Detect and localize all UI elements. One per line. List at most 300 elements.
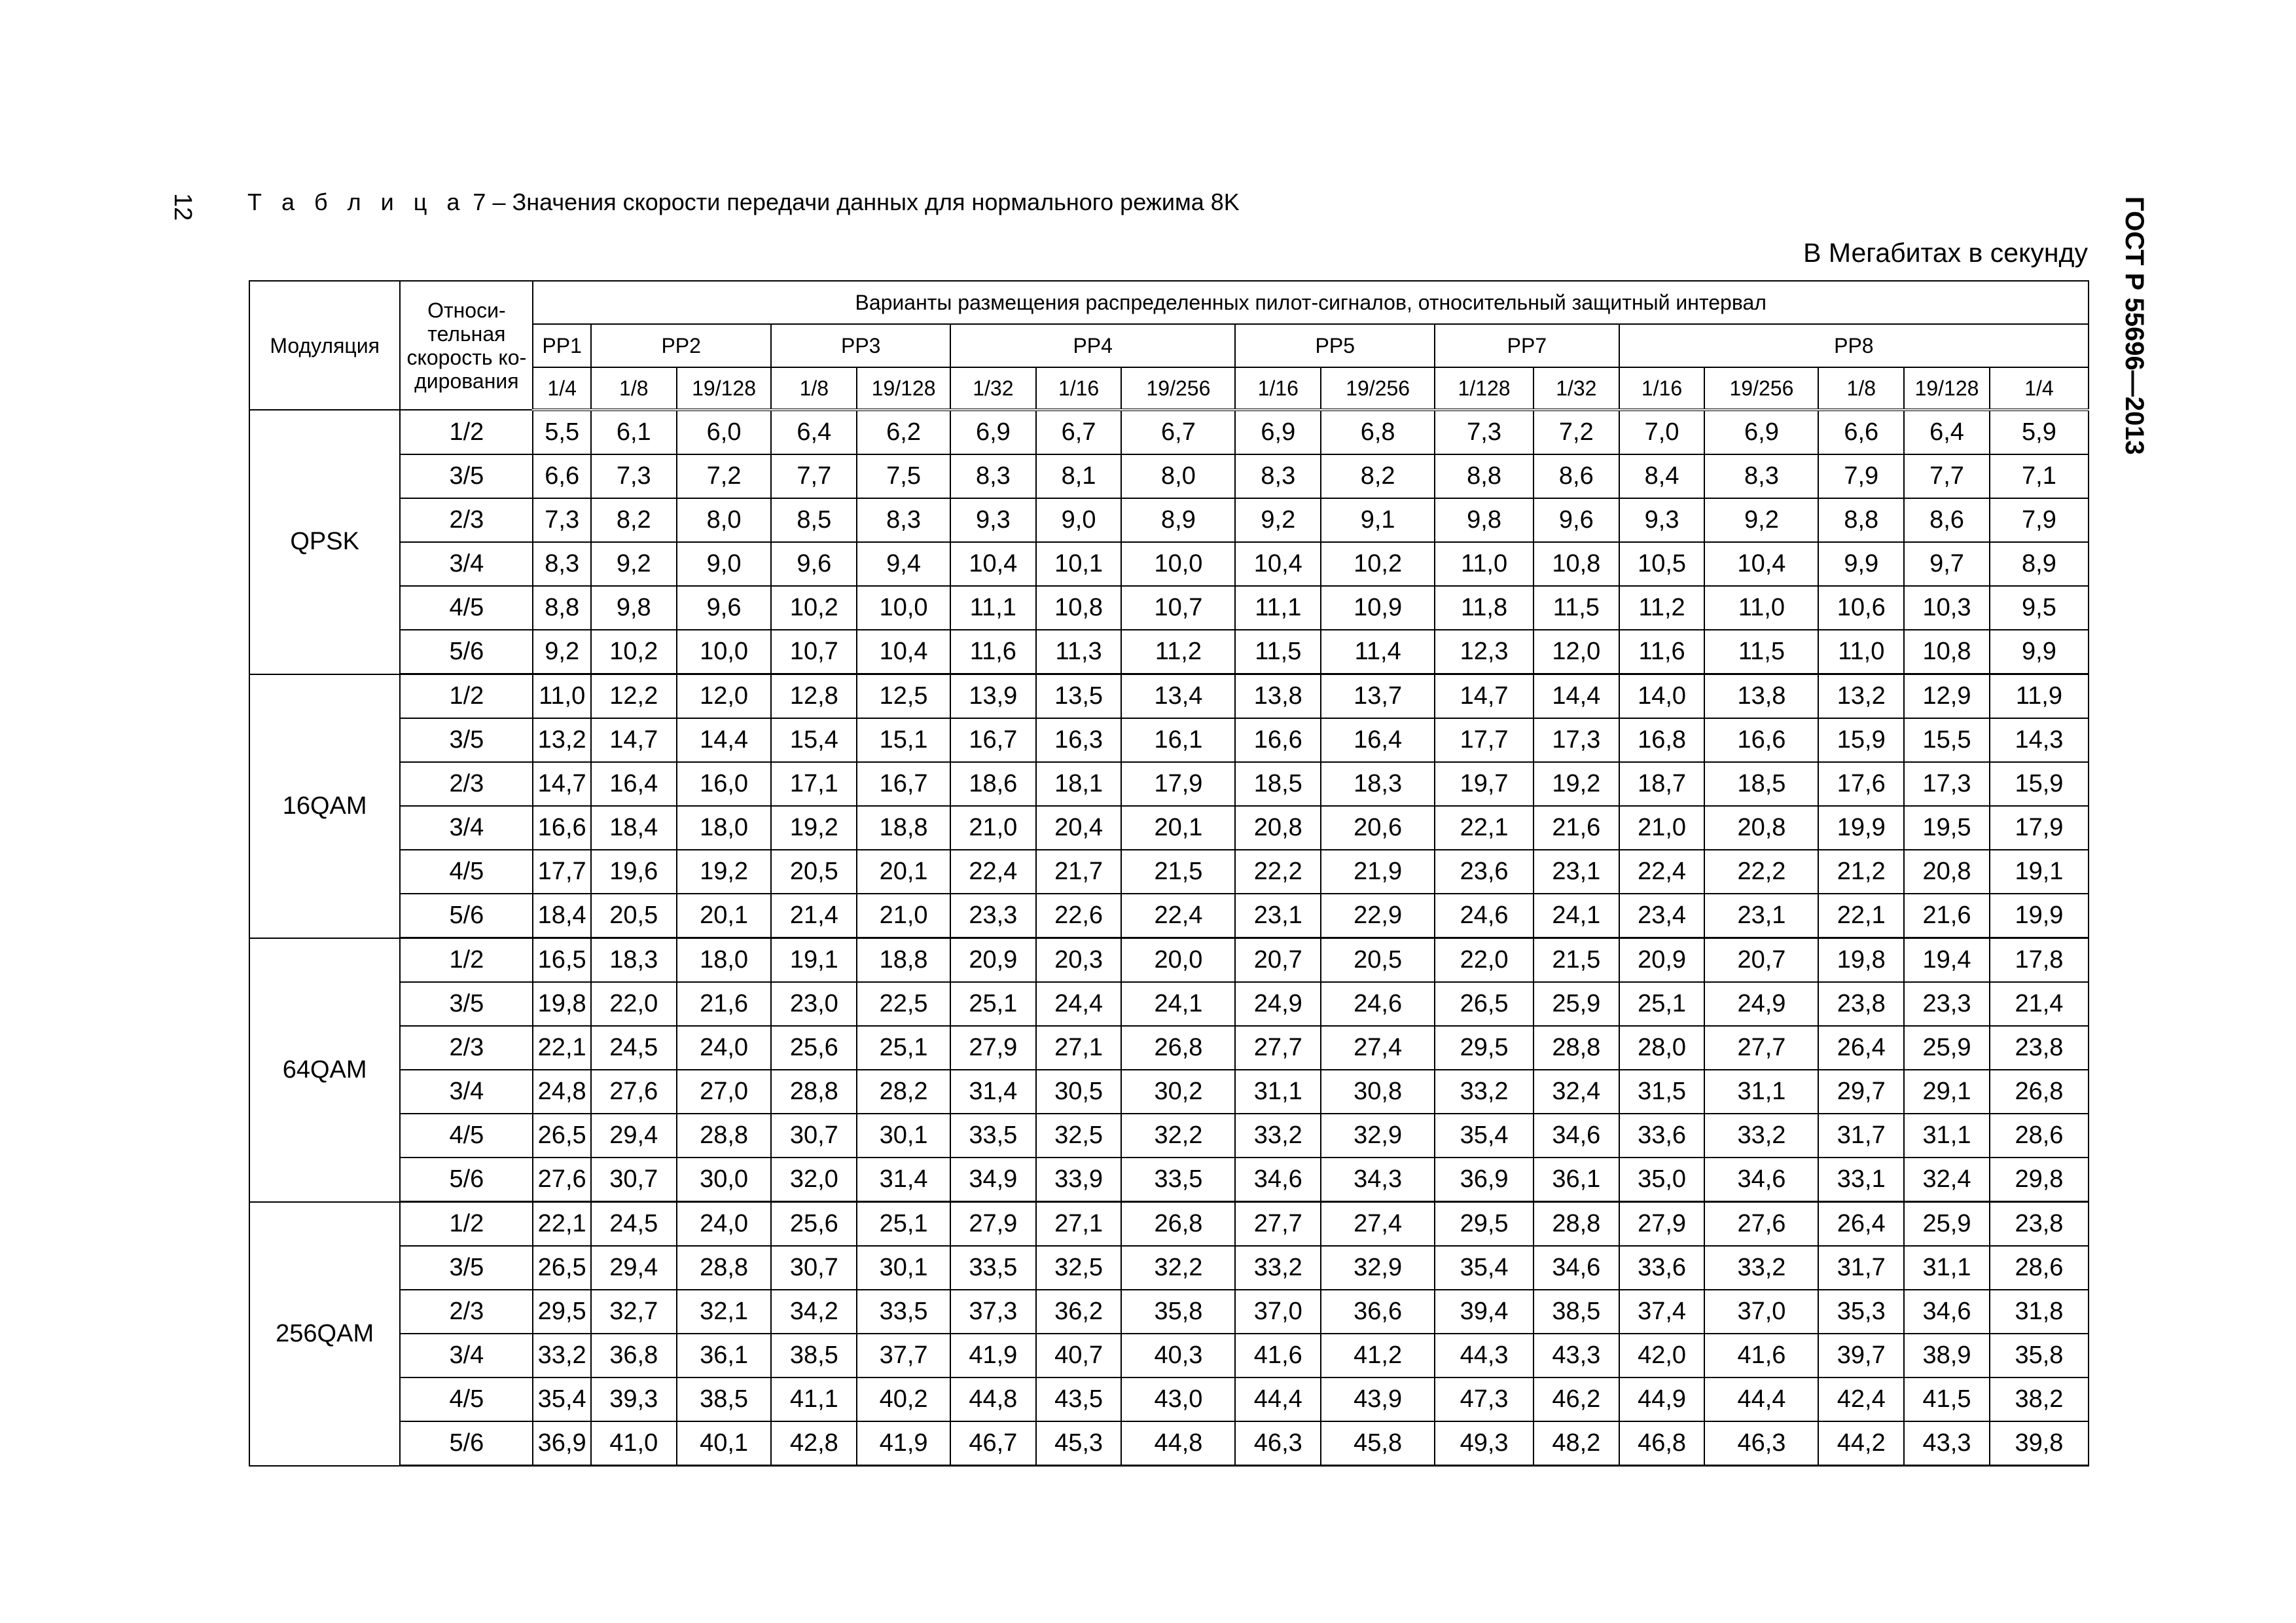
header-guard-interval: 19/128 [677,367,772,410]
data-rate-cell: 19,7 [1435,762,1534,806]
table-row [249,1377,2089,1421]
data-rate-cell: 7,3 [1435,410,1534,454]
header-guard-interval: 1/32 [950,367,1036,410]
data-rate-cell: 7,1 [1990,454,2089,498]
data-rate-cell: 33,2 [1435,1070,1534,1114]
header-pilot-pattern: PP4 [950,324,1235,367]
header-guard-interval: 19/128 [1904,367,1990,410]
data-rate-cell: 34,9 [950,1158,1036,1202]
table-row [249,542,2089,586]
data-rate-cell: 16,4 [1321,718,1435,762]
data-rate-cell: 24,6 [1321,982,1435,1026]
modulation-cell: 16QAM [249,674,400,938]
data-rate-cell: 22,1 [533,1202,590,1247]
data-rate-cell: 20,9 [1619,938,1705,983]
data-rate-cell: 15,9 [1818,718,1904,762]
data-rate-cell: 39,3 [591,1377,677,1421]
data-rate-cell: 12,3 [1435,630,1534,674]
data-rate-cell: 20,5 [591,894,677,938]
data-rate-cell: 46,7 [950,1421,1036,1466]
data-rate-cell: 15,4 [771,718,857,762]
data-rate-cell: 19,8 [533,982,590,1026]
data-rate-cell: 35,8 [1990,1334,2089,1377]
data-rate-cell: 8,5 [771,498,857,542]
data-rate-cell: 8,6 [1534,454,1619,498]
data-rate-cell: 25,1 [857,1202,950,1247]
data-rate-cell: 6,2 [857,410,950,454]
data-rate-cell: 6,6 [533,454,590,498]
data-rate-cell: 18,6 [950,762,1036,806]
data-rate-cell: 9,2 [591,542,677,586]
code-rate-cell: 5/6 [400,894,533,938]
data-rate-cell: 11,0 [1704,586,1818,630]
code-rate-cell: 5/6 [400,1158,533,1202]
data-rate-cell: 22,1 [1818,894,1904,938]
table-row [249,1246,2089,1290]
data-rate-cell: 28,6 [1990,1246,2089,1290]
data-rate-cell: 33,5 [950,1246,1036,1290]
code-rate-cell: 2/3 [400,1026,533,1070]
data-rate-cell: 34,6 [1534,1114,1619,1158]
data-rate-cell: 16,7 [950,718,1036,762]
table-row [249,410,2089,454]
data-rate-cell: 24,8 [533,1070,590,1114]
data-rate-cell: 38,2 [1990,1377,2089,1421]
data-rate-cell: 36,6 [1321,1290,1435,1334]
code-rate-cell: 4/5 [400,850,533,894]
code-rate-cell: 3/5 [400,718,533,762]
data-rate-cell: 12,5 [857,674,950,719]
data-rate-cell: 8,0 [1121,454,1235,498]
data-rate-cell: 27,1 [1036,1026,1122,1070]
data-rate-cell: 13,4 [1121,674,1235,719]
code-rate-cell: 3/4 [400,542,533,586]
data-rate-cell: 16,6 [1235,718,1321,762]
data-rate-cell: 10,0 [677,630,772,674]
data-rate-cell: 30,7 [591,1158,677,1202]
data-rate-cell: 20,5 [771,850,857,894]
data-rate-cell: 20,1 [857,850,950,894]
header-pilot-variants: Варианты размещения распределенных пилот-сигналов, относительный защитный интервал [533,281,2089,324]
data-rate-cell: 33,6 [1619,1246,1705,1290]
data-rate-cell: 42,4 [1818,1377,1904,1421]
data-rate-cell: 29,1 [1904,1070,1990,1114]
data-rate-cell: 29,7 [1818,1070,1904,1114]
data-rate-cell: 34,6 [1235,1158,1321,1202]
data-rate-cell: 22,1 [1435,806,1534,850]
data-rate-cell: 18,8 [857,806,950,850]
table-row [249,586,2089,630]
data-rate-cell: 7,5 [857,454,950,498]
data-rate-cell: 12,8 [771,674,857,719]
code-rate-cell: 3/5 [400,1246,533,1290]
data-rate-cell: 13,8 [1704,674,1818,719]
data-rate-cell: 20,8 [1904,850,1990,894]
table-row [249,1070,2089,1114]
data-rate-cell: 27,7 [1704,1026,1818,1070]
data-rate-cell: 8,8 [1818,498,1904,542]
data-rate-cell: 18,8 [857,938,950,983]
data-rate-cell: 36,9 [533,1421,590,1466]
data-rate-cell: 40,7 [1036,1334,1122,1377]
data-rate-cell: 11,6 [950,630,1036,674]
data-rate-cell: 13,7 [1321,674,1435,719]
data-rate-cell: 35,0 [1619,1158,1705,1202]
data-rate-cell: 33,2 [1235,1114,1321,1158]
data-rate-cell: 22,2 [1704,850,1818,894]
data-rate-cell: 20,3 [1036,938,1122,983]
data-rate-cell: 20,0 [1121,938,1235,983]
data-rate-cell: 20,4 [1036,806,1122,850]
data-rate-cell: 6,7 [1036,410,1122,454]
header-guard-interval: 1/16 [1619,367,1705,410]
data-rate-cell: 32,5 [1036,1114,1122,1158]
data-rate-cell: 6,8 [1321,410,1435,454]
data-rate-cell: 32,5 [1036,1246,1122,1290]
data-rate-cell: 43,3 [1534,1334,1619,1377]
data-rate-cell: 10,4 [950,542,1036,586]
data-rate-cell: 18,5 [1704,762,1818,806]
table-row [249,498,2089,542]
data-rate-cell: 21,9 [1321,850,1435,894]
data-rate-cell: 23,8 [1818,982,1904,1026]
data-rate-cell: 14,7 [1435,674,1534,719]
table-row [249,806,2089,850]
data-rate-cell: 17,6 [1818,762,1904,806]
data-rate-cell: 32,2 [1121,1246,1235,1290]
data-rate-cell: 35,4 [533,1377,590,1421]
data-rate-cell: 12,2 [591,674,677,719]
data-rate-cell: 22,2 [1235,850,1321,894]
table-row [249,1114,2089,1158]
data-rate-cell: 8,2 [1321,454,1435,498]
code-rate-cell: 3/5 [400,454,533,498]
modulation-cell: 64QAM [249,938,400,1202]
data-rate-cell: 29,4 [591,1246,677,1290]
header-guard-interval: 1/128 [1435,367,1534,410]
data-rate-cell: 44,2 [1818,1421,1904,1466]
table-row [249,938,2089,983]
data-rate-cell: 20,5 [1321,938,1435,983]
data-rate-cell: 26,8 [1990,1070,2089,1114]
data-rate-cell: 20,6 [1321,806,1435,850]
data-rate-cell: 7,3 [591,454,677,498]
data-rate-cell: 12,0 [1534,630,1619,674]
data-rate-cell: 22,4 [1619,850,1705,894]
data-rate-cell: 32,0 [771,1158,857,1202]
data-rate-cell: 34,6 [1704,1158,1818,1202]
code-rate-cell: 1/2 [400,1202,533,1247]
data-rate-cell: 16,8 [1619,718,1705,762]
data-rate-cell: 44,8 [1121,1421,1235,1466]
data-rate-cell: 49,3 [1435,1421,1534,1466]
data-rate-cell: 35,3 [1818,1290,1904,1334]
data-rate-cell: 18,4 [533,894,590,938]
data-rate-cell: 32,9 [1321,1114,1435,1158]
data-rate-cell: 34,2 [771,1290,857,1334]
table-row [249,674,2089,719]
data-rate-cell: 25,1 [857,1026,950,1070]
header-guard-interval: 19/256 [1321,367,1435,410]
data-rate-cell: 32,1 [677,1290,772,1334]
table-row [249,982,2089,1026]
data-rate-cell: 14,7 [591,718,677,762]
data-rate-cell: 13,5 [1036,674,1122,719]
data-rate-cell: 11,2 [1619,586,1705,630]
data-rate-cell: 31,4 [950,1070,1036,1114]
data-rate-cell: 7,7 [771,454,857,498]
data-rate-cell: 27,9 [950,1026,1036,1070]
data-rate-cell: 30,5 [1036,1070,1122,1114]
data-rate-cell: 21,0 [950,806,1036,850]
data-rate-cell: 44,8 [950,1377,1036,1421]
data-rate-cell: 16,3 [1036,718,1122,762]
data-rate-cell: 8,9 [1121,498,1235,542]
data-rate-cell: 21,0 [1619,806,1705,850]
data-rate-cell: 6,0 [677,410,772,454]
data-rate-cell: 8,3 [1235,454,1321,498]
data-rate-cell: 33,5 [857,1290,950,1334]
data-rate-cell: 16,6 [533,806,590,850]
data-rate-cell: 8,4 [1619,454,1705,498]
data-rate-cell: 21,6 [1534,806,1619,850]
data-rate-cell: 31,8 [1990,1290,2089,1334]
data-rate-cell: 27,1 [1036,1202,1122,1247]
data-rate-cell: 9,5 [1990,586,2089,630]
data-rate-cell: 27,6 [1704,1202,1818,1247]
data-rate-cell: 36,1 [677,1334,772,1377]
data-rate-cell: 48,2 [1534,1421,1619,1466]
data-rate-cell: 9,9 [1990,630,2089,674]
data-rate-cell: 30,1 [857,1246,950,1290]
data-rate-cell: 36,2 [1036,1290,1122,1334]
header-guard-interval: 1/8 [771,367,857,410]
table-row [249,894,2089,938]
data-rate-cell: 6,1 [591,410,677,454]
data-rate-cell: 30,0 [677,1158,772,1202]
data-rate-cell: 19,2 [771,806,857,850]
data-rate-cell: 27,9 [950,1202,1036,1247]
data-rate-cell: 29,4 [591,1114,677,1158]
data-rate-cell: 41,6 [1704,1334,1818,1377]
table-row [249,630,2089,674]
data-rate-cell: 8,6 [1904,498,1990,542]
data-rate-cell: 41,9 [857,1421,950,1466]
code-rate-cell: 3/4 [400,806,533,850]
data-rate-cell: 27,9 [1619,1202,1705,1247]
data-rate-cell: 9,0 [1036,498,1122,542]
data-rate-cell: 23,3 [950,894,1036,938]
data-rate-cell: 20,8 [1235,806,1321,850]
data-rate-cell: 10,7 [771,630,857,674]
data-rate-cell: 21,5 [1121,850,1235,894]
data-rate-cell: 45,3 [1036,1421,1122,1466]
data-rate-cell: 38,5 [1534,1290,1619,1334]
table-row [249,718,2089,762]
data-rate-cell: 14,7 [533,762,590,806]
data-rate-cell: 47,3 [1435,1377,1534,1421]
data-rate-cell: 9,8 [1435,498,1534,542]
data-rate-cell: 27,4 [1321,1026,1435,1070]
header-guard-interval: 1/8 [1818,367,1904,410]
data-rate-cell: 6,9 [950,410,1036,454]
code-rate-cell: 1/2 [400,410,533,454]
data-rate-cell: 23,1 [1534,850,1619,894]
data-rate-cell: 10,1 [1036,542,1122,586]
data-rate-cell: 9,6 [771,542,857,586]
data-rate-cell: 7,9 [1990,498,2089,542]
data-rate-cell: 35,8 [1121,1290,1235,1334]
data-rate-cell: 6,7 [1121,410,1235,454]
data-rate-cell: 40,3 [1121,1334,1235,1377]
data-rate-cell: 9,1 [1321,498,1435,542]
data-rate-cell: 32,7 [591,1290,677,1334]
data-rate-cell: 33,2 [1704,1114,1818,1158]
data-rate-cell: 26,5 [533,1114,590,1158]
header-guard-interval: 1/16 [1036,367,1122,410]
data-rate-cell: 26,5 [1435,982,1534,1026]
data-rate-cell: 9,8 [591,586,677,630]
header-pilot-pattern: PP3 [771,324,950,367]
data-rate-cell: 21,2 [1818,850,1904,894]
data-rate-cell: 20,7 [1235,938,1321,983]
table-row [249,762,2089,806]
header-pilot-pattern: PP8 [1619,324,2089,367]
data-rate-cell: 23,0 [771,982,857,1026]
data-rate-cell: 39,4 [1435,1290,1534,1334]
data-rate-cell: 15,9 [1990,762,2089,806]
data-rate-cell: 36,1 [1534,1158,1619,1202]
data-rate-cell: 12,0 [677,674,772,719]
data-rate-cell: 16,6 [1704,718,1818,762]
data-rate-cell: 44,9 [1619,1377,1705,1421]
data-rate-cell: 28,8 [1534,1026,1619,1070]
data-rate-cell: 37,0 [1235,1290,1321,1334]
data-rate-cell: 18,5 [1235,762,1321,806]
data-rate-cell: 43,0 [1121,1377,1235,1421]
data-rate-cell: 11,5 [1704,630,1818,674]
data-rate-cell: 21,7 [1036,850,1122,894]
data-rate-cell: 8,9 [1990,542,2089,586]
data-rate-cell: 7,7 [1904,454,1990,498]
data-rate-cell: 9,6 [677,586,772,630]
data-rate-cell: 13,9 [950,674,1036,719]
code-rate-cell: 5/6 [400,630,533,674]
code-rate-cell: 5/6 [400,1421,533,1466]
data-rate-cell: 27,6 [533,1158,590,1202]
data-rate-cell: 24,5 [591,1026,677,1070]
data-rate-cell: 43,9 [1321,1377,1435,1421]
data-rate-cell: 9,2 [1235,498,1321,542]
data-rate-cell: 28,0 [1619,1026,1705,1070]
data-rate-cell: 44,4 [1235,1377,1321,1421]
data-rate-cell: 41,6 [1235,1334,1321,1377]
units-note: В Мегабитах в секунду [1803,238,2088,268]
data-rate-cell: 32,9 [1321,1246,1435,1290]
data-rate-cell: 31,4 [857,1158,950,1202]
data-rate-cell: 18,1 [1036,762,1122,806]
data-rate-cell: 31,7 [1818,1246,1904,1290]
data-rate-cell: 45,8 [1321,1421,1435,1466]
data-rate-cell: 14,4 [1534,674,1619,719]
header-code-rate: Относи-тельная скорость ко-дирования [400,281,533,410]
data-rate-cell: 11,6 [1619,630,1705,674]
data-rate-cell: 11,5 [1534,586,1619,630]
data-rate-cell: 6,6 [1818,410,1904,454]
data-rate-cell: 24,9 [1704,982,1818,1026]
data-rate-cell: 17,3 [1904,762,1990,806]
data-rate-cell: 10,2 [591,630,677,674]
data-rate-cell: 9,0 [677,542,772,586]
data-rate-cell: 35,4 [1435,1246,1534,1290]
data-rate-cell: 9,7 [1904,542,1990,586]
data-rate-cell: 25,1 [950,982,1036,1026]
code-rate-cell: 4/5 [400,1114,533,1158]
data-rate-cell: 25,6 [771,1026,857,1070]
data-rate-cell: 30,7 [771,1114,857,1158]
table-row [249,1334,2089,1377]
data-rate-cell: 17,9 [1990,806,2089,850]
data-rate-cell: 34,6 [1534,1246,1619,1290]
data-rate-cell: 39,8 [1990,1421,2089,1466]
data-rate-cell: 20,1 [677,894,772,938]
data-rate-cell: 18,7 [1619,762,1705,806]
code-rate-cell: 3/4 [400,1334,533,1377]
data-rate-cell: 18,0 [677,938,772,983]
data-rate-cell: 33,5 [1121,1158,1235,1202]
data-rate-cell: 30,7 [771,1246,857,1290]
data-rate-cell: 10,8 [1904,630,1990,674]
data-rate-cell: 26,8 [1121,1026,1235,1070]
data-rate-cell: 27,4 [1321,1202,1435,1247]
header-pilot-pattern: PP7 [1435,324,1619,367]
table-row [249,1026,2089,1070]
data-rate-cell: 8,8 [1435,454,1534,498]
data-rate-cell: 34,6 [1904,1290,1990,1334]
data-rate-cell: 9,3 [1619,498,1705,542]
data-rate-cell: 28,2 [857,1070,950,1114]
data-rate-cell: 25,6 [771,1202,857,1247]
data-rate-cell: 16,0 [677,762,772,806]
data-rate-cell: 19,2 [1534,762,1619,806]
data-rate-cell: 35,4 [1435,1114,1534,1158]
code-rate-cell: 4/5 [400,1377,533,1421]
data-rate-cell: 8,3 [950,454,1036,498]
header-pilot-pattern: PP1 [533,324,590,367]
data-rate-cell: 18,4 [591,806,677,850]
data-rate-cell: 37,4 [1619,1290,1705,1334]
data-rate-cell: 33,2 [1704,1246,1818,1290]
table-caption [247,189,1240,216]
data-rate-cell: 6,4 [1904,410,1990,454]
modulation-cell: QPSK [249,410,400,674]
data-rate-cell: 7,2 [1534,410,1619,454]
data-rate-cell: 30,1 [857,1114,950,1158]
data-rate-cell: 41,2 [1321,1334,1435,1377]
data-rate-cell: 8,3 [857,498,950,542]
data-rate-cell: 25,1 [1619,982,1705,1026]
data-rate-table [249,280,2089,1467]
data-rate-cell: 33,5 [950,1114,1036,1158]
data-rate-cell: 12,9 [1904,674,1990,719]
data-rate-cell: 10,9 [1321,586,1435,630]
data-rate-cell: 31,1 [1904,1114,1990,1158]
data-rate-cell: 10,2 [771,586,857,630]
data-rate-cell: 9,9 [1818,542,1904,586]
table-row [249,1421,2089,1466]
data-rate-cell: 9,4 [857,542,950,586]
data-rate-cell: 6,9 [1235,410,1321,454]
